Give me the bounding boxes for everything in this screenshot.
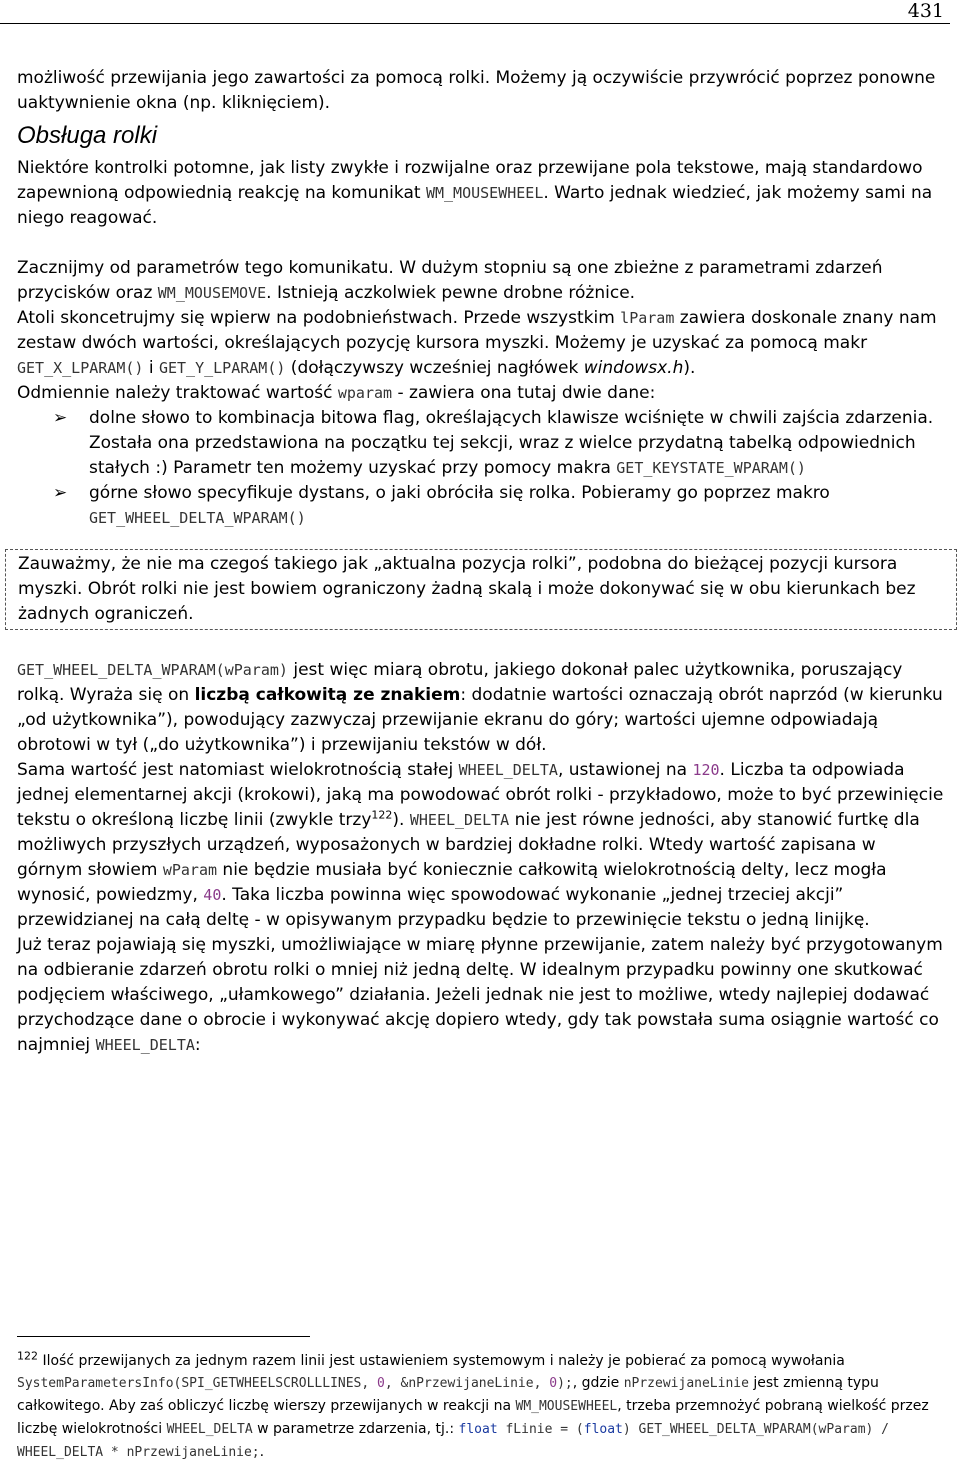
footnote-number: 122 [17, 1349, 38, 1363]
keyword: float [583, 1422, 623, 1437]
bullet-item [17, 406, 945, 481]
code: ); [557, 1376, 573, 1391]
text: Odmiennie należy traktować wartość [17, 383, 338, 403]
code-wparam: wParam [162, 861, 218, 879]
code: nPrzewijaneLinie [623, 1376, 749, 1391]
header-filename: windowsx.h [583, 358, 684, 378]
number-literal: 120 [692, 761, 720, 779]
text: nie jest równe jedności, aby stanowić furtkę dla możliwych przyszłych urządzeń, wyposażonych w bardziej dokładne rolki. Wtedy wartość zapisana w górnym słowiem [17, 810, 920, 880]
code: WM_MOUSEWHEEL [515, 1399, 618, 1414]
code-wheel-delta: WHEEL_DELTA [409, 811, 510, 829]
text: . [259, 1444, 265, 1460]
text: Niektóre kontrolki potomne, jak listy zwykłe i rozwijalne oraz przewijane pola tekstowe, mają standardowo zapewnioną odpowiednią reakcję na komunikat [17, 158, 923, 203]
text: ). [392, 810, 410, 830]
bullet-list [17, 406, 945, 531]
text: . Taka liczba powinna więc spowodować wykonanie „jednej trzeciej akcji” przewidzianej na całą deltę - w opisywanym przypadku będzie to przewinięcie tekstu o jedną linijkę. [17, 885, 870, 930]
paragraph-controls [17, 156, 945, 231]
spacer [17, 231, 945, 256]
footnote-ref[interactable]: 122 [371, 808, 393, 822]
text: w parametrze zdarzenia, tj.: [252, 1421, 459, 1437]
code-get-wheel-delta-wparam: GET_WHEEL_DELTA_WPARAM() [89, 509, 306, 527]
text: jest więc miarą obrotu, jakiego dokonał palec użytkownika, poruszający rolką. Wyraża się on [17, 660, 903, 705]
number-literal: 0 [377, 1376, 385, 1391]
code-wparam: wparam [337, 384, 393, 402]
spacer [17, 640, 945, 658]
code-wheel-delta: WHEEL_DELTA [458, 761, 558, 779]
text: , gdzie [572, 1375, 624, 1391]
bullet-arrow-icon: ➢ [53, 483, 68, 503]
code-wheel-delta: WHEEL_DELTA [95, 1036, 195, 1054]
text: i [143, 358, 159, 378]
code: WHEEL_DELTA [166, 1422, 253, 1437]
code-wm-mousewheel: WM_MOUSEWHEEL [425, 184, 544, 202]
text: górne słowo specyfikuje dystans, o jaki obróciła się rolka. Pobieramy go poprzez makro [89, 483, 830, 503]
body-text [17, 66, 945, 1058]
text: Sama wartość jest natomiast wielokrotnością stałej [17, 760, 459, 780]
text: . Istnieją aczkolwiek pewne drobne różnice. [266, 283, 636, 303]
code-get-wheel-delta-wparam-call: GET_WHEEL_DELTA_WPARAM(wParam) [17, 661, 288, 679]
paragraph-wparam [17, 381, 945, 406]
paragraph-wheel-delta-measure [17, 658, 945, 758]
text: nie będzie musiała być koniecznie całkowitą wielokrotnością delty, lecz mogła wynosić, powiedzmy, [17, 860, 887, 905]
text: Atoli skoncetrujmy się wpierw na podobnieństwach. Przede wszystkim [17, 308, 621, 328]
text: możliwość przewijania jego zawartości za pomocą rolki. Możemy ją oczywiście przywrócić poprzez ponowne uaktywnienie okna (np. kliknięciem). [17, 68, 936, 113]
text: ). [683, 358, 696, 378]
bold-text: liczbą całkowitą ze znakiem [194, 685, 461, 705]
text: Już teraz pojawiają się myszki, umożliwiające w miarę płynne przewijanie, zatem należy być przygotowanym na odbieranie zdarzeń obrotu rolki o mniej niż jedną deltę. W idealnym przypadku powinny one skutkować podjęciem właściwego, „ułamkowego” działania. Jeżeli jednak nie jest to możliwe, wtedy najlepiej dodawać przychodzące dane o obrocie i wykonywać akcję dopiero wtedy, gdy tak powstała suma osiągnie wartość co najmniej [17, 935, 943, 1055]
text: , trzeba przemnożyć pobraną wielkość przez liczbę wielokrotności [17, 1398, 929, 1437]
number-literal: 0 [549, 1376, 558, 1391]
code: , &nPrzewijaneLinie, [384, 1376, 550, 1391]
code-get-y-lparam: GET_Y_LPARAM() [158, 359, 286, 377]
code-get-x-lparam: GET_X_LPARAM() [17, 359, 144, 377]
note-box [5, 549, 957, 630]
paragraph-params [17, 256, 945, 306]
code-lparam: lParam [620, 309, 675, 327]
number-literal: 40 [203, 886, 222, 904]
paragraph-intro [17, 66, 945, 116]
text: . Warto jednak wiedzieć, jak możemy sami na niego reagować. [17, 183, 933, 228]
text: - zawiera ona tutaj dwie dane: [392, 383, 656, 403]
text: (dołączywszy wcześniej nagłówek [285, 358, 584, 378]
keyword: float [458, 1422, 498, 1437]
code-wm-mousemove: WM_MOUSEMOVE [157, 284, 267, 302]
text: Zacznijmy od parametrów tego komunikatu. W dużym stopniu są one zbieżne z parametrami zdarzeń przycisków oraz [17, 258, 883, 303]
paragraph-lparam [17, 306, 945, 381]
code: SystemParametersInfo(SPI_GETWHEELSCROLLLINES, [17, 1376, 378, 1391]
bullet-arrow-icon: ➢ [53, 408, 68, 428]
text: Ilość przewijanych za jednym razem linii jest ustawieniem systemowym i należy je pobierać za pomocą wywołania [38, 1353, 845, 1369]
text: : dodatnie wartości oznaczają obrót naprzód (w kierunku „od użytkownika”), powodujący zazwyczaj przewijanie ekranu do góry; wartości ujemne odpowiadają obrotowi w tył („do użytkownika”) i przewijaniu tekstów w dół. [17, 685, 943, 755]
footnote-rule [17, 1336, 310, 1337]
footnote [17, 1350, 937, 1464]
note-text: Zauważmy, że nie ma czegoś takiego jak „aktualna pozycja rolki”, podobna do bieżącej pozycji kursora myszki. Obrót rolki nie jest bowiem ograniczony żadną skalą i może dokonywać się w obu kierunkach bez żadnych ograniczeń. [18, 554, 916, 624]
header-rule [0, 23, 950, 24]
code-get-keystate-wparam: GET_KEYSTATE_WPARAM() [616, 459, 806, 477]
page-number: 431 [907, 0, 944, 22]
text: , ustawionej na [557, 760, 693, 780]
code: fLinie = ( [497, 1422, 584, 1437]
code: ) GET_WHEEL_DELTA_WPARAM(wParam) / WHEEL_DELTA * nPrzewijaneLinie; [17, 1422, 889, 1460]
text: jest zmienną typu całkowitego. Aby zaś obliczyć liczbę wierszy przewijanych w reakcji na [17, 1375, 879, 1414]
paragraph-smooth-scrolling [17, 933, 945, 1058]
text: dolne słowo to kombinacja bitowa flag, określających klawisze wciśnięte w chwili zajścia zdarzenia. Została ona przedstawiona na początku tej sekcji, wraz z wielce przydatną tabelką odpowiednich stałych :) Parametr ten możemy uzyskać przy pomocy makra [89, 408, 934, 478]
bullet-item [17, 481, 945, 531]
text: : [194, 1035, 201, 1055]
section-heading: Obsługa rolki [17, 122, 158, 149]
paragraph-wheel-delta-value [17, 758, 945, 933]
text: . Liczba ta odpowiada jednej elementarnej akcji (krokowi), jaką ma powodować obrót rolki - przykładowo, może to być przewinięcie tekstu o określoną liczbę linii (zwykle trzy [17, 760, 944, 830]
text: zawiera doskonale znany nam zestaw dwóch wartości, określających pozycję kursora myszki. Możemy je uzyskać za pomocą makr [17, 308, 937, 353]
